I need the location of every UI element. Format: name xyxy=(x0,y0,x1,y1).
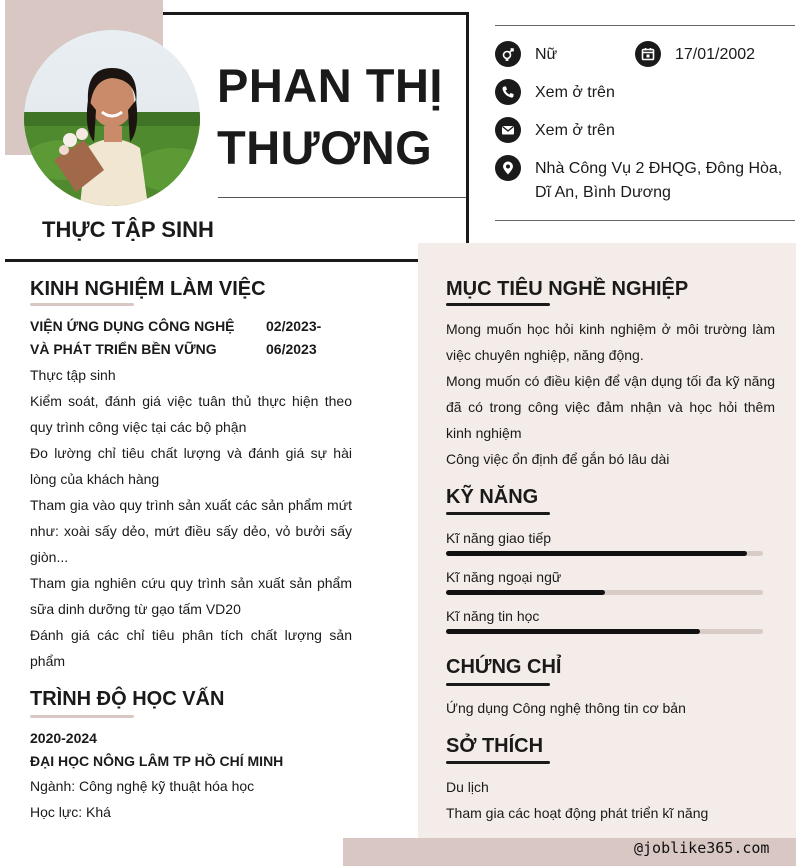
objective-item-2: Mong muốn có điều kiện để vận dụng tối đa kỹ năng đã có trong công việc đảm nhận và học hỏi thêm kinh nghiệm xyxy=(446,373,775,441)
header-frame-bottom xyxy=(5,259,418,262)
skills-heading-underline xyxy=(446,512,550,515)
name-underline xyxy=(218,197,466,198)
skill-bar-1 xyxy=(446,551,763,556)
gender-icon xyxy=(495,41,521,67)
address-value: Nhà Công Vụ 2 ĐHQG, Đông Hòa, Dĩ An, Bình Dương xyxy=(535,160,783,201)
email-icon xyxy=(495,117,521,143)
phone-value: Xem ở trên xyxy=(535,84,615,101)
experience-role: Thực tập sinh xyxy=(30,367,116,383)
skill-bar-fill-1 xyxy=(446,551,747,556)
objective-item-3: Công việc ổn định để gắn bó lâu dài xyxy=(446,451,670,467)
birthdate-value: 17/01/2002 xyxy=(675,46,756,63)
email-value: Xem ở trên xyxy=(535,122,615,139)
experience-item-4: Tham gia nghiên cứu quy trình sản xuất sản phẩm sữa dinh dưỡng từ gạo tấm VD20 xyxy=(30,575,352,617)
skill-bar-fill-2 xyxy=(446,590,605,595)
gender-value: Nữ xyxy=(535,46,558,63)
education-heading: TRÌNH ĐỘ HỌC VẤN xyxy=(30,688,225,710)
contact-divider-top xyxy=(495,25,795,26)
education-period: 2020-2024 xyxy=(30,730,97,746)
education-major: Ngành: Công nghệ kỹ thuật hóa học xyxy=(30,778,255,794)
objective-item-1: Mong muốn học hỏi kinh nghiệm ở môi trường làm việc chuyên nghiệp, năng động. xyxy=(446,321,775,363)
skills-heading: KỸ NĂNG xyxy=(446,486,539,508)
certificates-heading-underline xyxy=(446,683,550,686)
experience-heading-underline xyxy=(30,303,134,306)
skill-name-3: Kĩ năng tin học xyxy=(446,608,540,624)
location-icon xyxy=(495,155,521,181)
certificates-heading: CHỨNG CHỈ xyxy=(446,656,562,678)
hobbies-heading-underline xyxy=(446,761,550,764)
job-title: THỰC TẬP SINH xyxy=(42,217,214,242)
experience-item-2: Đo lường chỉ tiêu chất lượng và đánh giá sự hài lòng của khách hàng xyxy=(30,445,352,487)
objective-heading-underline xyxy=(446,303,550,306)
experience-item-5: Đánh giá các chỉ tiêu phân tích chất lượng sản phẩm xyxy=(30,627,352,669)
header-frame-right xyxy=(466,12,469,243)
skill-bar-3 xyxy=(446,629,763,634)
experience-period: 02/2023-06/2023 xyxy=(266,318,322,357)
objective-heading: MỤC TIÊU NGHỀ NGHIỆP xyxy=(446,278,689,300)
education-heading-underline xyxy=(30,715,134,718)
contact-divider-bottom xyxy=(495,220,795,221)
skill-name-2: Kĩ năng ngoại ngữ xyxy=(446,569,562,585)
phone-icon xyxy=(495,79,521,105)
footer-watermark: @joblike365.com xyxy=(634,839,770,857)
full-name-line-2: THƯƠNG xyxy=(217,121,433,174)
hobby-item-2: Tham gia các hoạt động phát triển kĩ năng xyxy=(446,805,709,821)
skill-bar-fill-3 xyxy=(446,629,700,634)
header-frame-top xyxy=(163,12,469,15)
full-name-line-1: PHAN THỊ xyxy=(217,59,443,112)
calendar-icon xyxy=(635,41,661,67)
hobby-item-1: Du lịch xyxy=(446,779,489,795)
hobbies-heading: SỞ THÍCH xyxy=(446,735,544,757)
experience-item-1: Kiểm soát, đánh giá việc tuân thủ thực hiện theo quy trình công việc tại các bộ phận xyxy=(30,393,352,435)
education-grade: Học lực: Khá xyxy=(30,804,111,820)
certificate-item-1: Ứng dụng Công nghệ thông tin cơ bản xyxy=(446,700,686,716)
experience-company: VIỆN ỨNG DỤNG CÔNG NGHỆ VÀ PHÁT TRIỂN BỀN VỮNG xyxy=(30,318,235,357)
skill-bar-2 xyxy=(446,590,763,595)
experience-heading: KINH NGHIỆM LÀM VIỆC xyxy=(30,278,266,300)
experience-item-3: Tham gia vào quy trình sản xuất các sản phẩm mứt như: xoài sấy dẻo, mứt điều sấy dẻo, vỏ bưởi sấy giòn... xyxy=(30,497,352,565)
education-school: ĐẠI HỌC NÔNG LÂM TP HỒ CHÍ MINH xyxy=(30,753,284,769)
skill-name-1: Kĩ năng giao tiếp xyxy=(446,530,552,546)
profile-photo xyxy=(24,30,200,206)
